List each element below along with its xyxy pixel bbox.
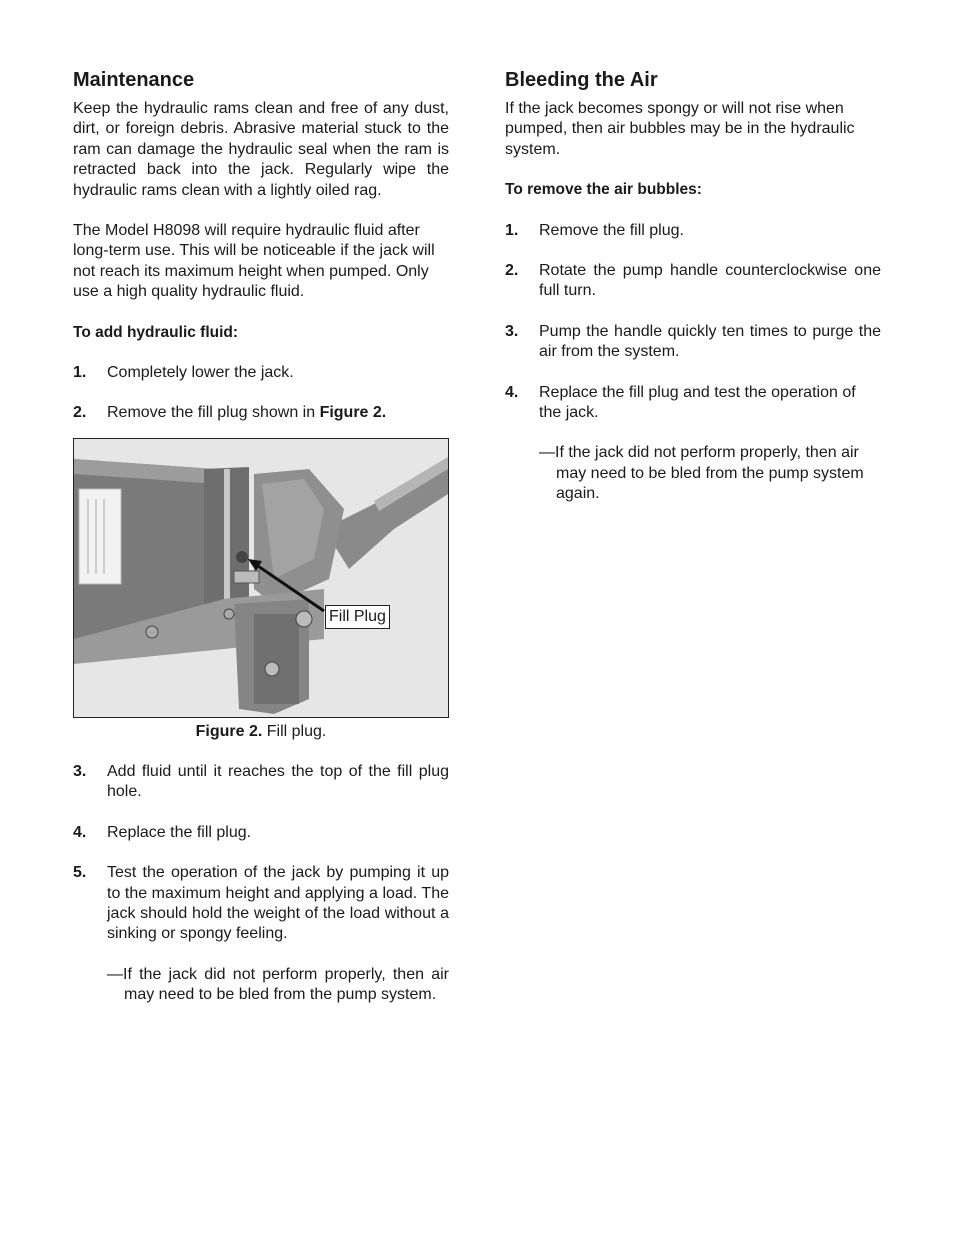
step-item: [505, 322, 881, 363]
step-number: 3.: [505, 322, 519, 340]
step-number: 2.: [505, 262, 519, 280]
step-item: [505, 383, 881, 424]
maintenance-heading: Maintenance: [73, 69, 195, 91]
step-number: 3.: [73, 762, 87, 780]
right-column: [505, 66, 881, 505]
step-text: Remove the fill plug.: [539, 221, 684, 239]
step-item: [73, 823, 449, 843]
step-item: [73, 863, 449, 945]
step-item: [505, 221, 881, 241]
jack-photo: [74, 439, 448, 717]
fill-plug-figure: [73, 438, 449, 718]
figure-caption-text: Fill plug.: [262, 722, 327, 740]
step-text: Replace the fill plug and test the operation of the jack.: [539, 383, 856, 422]
step-number: 4.: [73, 823, 87, 841]
figure-reference: Figure 2.: [319, 404, 387, 422]
remove-air-subheading: To remove the air bubbles:: [505, 181, 702, 199]
step-item: [505, 261, 881, 302]
figure-caption: [73, 722, 449, 742]
step-text: Replace the fill plug.: [107, 823, 252, 841]
step-text: Pump the handle quickly ten times to purge the air from the system.: [539, 322, 881, 361]
left-column: [73, 66, 449, 1006]
maintenance-paragraph-1: Keep the hydraulic rams clean and free of any dust, dirt, or foreign debris. Abrasive material stuck to the ram can damage the hydraulic seal when the ram is retracted back into the jack. Regularly wipe the hydraulic rams clean with a lightly oiled rag.: [73, 100, 449, 199]
step-number: 2.: [73, 404, 87, 422]
step-text: Test the operation of the jack by pumping it up to the maximum height and applying a load. The jack should hold the weight of the load without a sinking or spongy feeling.: [107, 864, 449, 943]
step-number: 5.: [73, 864, 87, 882]
maintenance-note: —If the jack did not perform properly, then air may need to be bled from the pump system.: [107, 965, 449, 1004]
add-fluid-subheading: To add hydraulic fluid:: [73, 323, 239, 341]
bleeding-heading: Bleeding the Air: [505, 69, 658, 91]
step-number: 1.: [505, 221, 519, 239]
maintenance-paragraph-2: The Model H8098 will require hydraulic fluid after long-term use. This will be noticeable if the jack will not reach its maximum height when pumped. Only use a high quality hydraulic fluid.: [73, 222, 435, 301]
step-number: 4.: [505, 383, 519, 401]
bleeding-note: —If the jack did not perform properly, then air may need to be bled from the pump system again.: [539, 444, 864, 503]
step-text: Remove the fill plug shown in: [107, 404, 320, 422]
step-text: Add fluid until it reaches the top of the fill plug hole.: [107, 762, 449, 801]
step-text: Rotate the pump handle counterclockwise one full turn.: [539, 262, 881, 300]
figure-caption-label: Figure 2.: [195, 722, 263, 740]
step-item: [73, 363, 449, 383]
step-item: [73, 762, 449, 803]
step-number: 1.: [73, 364, 87, 382]
fill-plug-callout: Fill Plug: [325, 605, 390, 629]
step-text: Completely lower the jack.: [107, 364, 294, 382]
step-item: [73, 403, 449, 423]
bleeding-paragraph: If the jack becomes spongy or will not rise when pumped, then air bubbles may be in the hydraulic system.: [505, 100, 855, 158]
